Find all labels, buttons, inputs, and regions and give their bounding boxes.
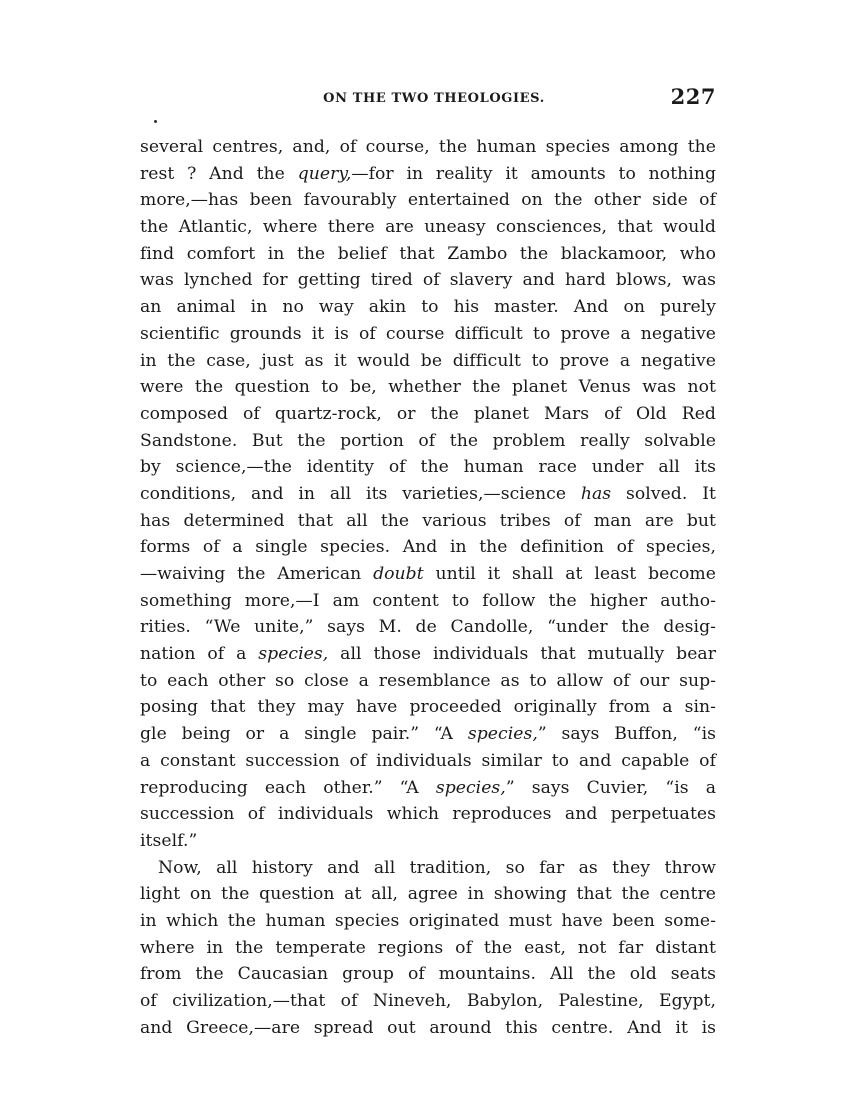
text-line: the Atlantic, where there are uneasy consciences, that would	[140, 217, 716, 238]
paragraph	[140, 855, 716, 1042]
text-line: —waiving the American doubt until it shall at least become	[140, 564, 716, 584]
italic-text: species,	[467, 724, 538, 745]
text-line: in the case, just as it would be difficult to prove a negative	[140, 350, 716, 371]
text-line: to each other so close a resemblance as to allow of our sup-	[140, 670, 716, 691]
text-line: an animal in no way akin to his master. And on purely	[140, 297, 716, 318]
text-line: of civilization,—that of Nineveh, Babylon, Palestine, Egypt,	[140, 991, 716, 1011]
italic-text: has	[580, 483, 612, 504]
text-line: posing that they may have proceeded originally from a sin-	[140, 697, 716, 718]
text-line: has determined that all the various tribes of man are but	[140, 510, 716, 531]
page-number: 227	[670, 84, 716, 109]
text-line: gle being or a single pair.” “A species,” says Buffon, “is	[140, 724, 716, 745]
italic-text: query,	[297, 163, 352, 184]
text-line: more,—has been favourably entertained on the other side of	[140, 190, 716, 211]
text-line: by science,—the identity of the human race under all its	[140, 457, 716, 478]
italic-text: species,	[435, 777, 506, 798]
text-line: Sandstone. But the portion of the problem really solvable	[140, 430, 716, 451]
text-line: light on the question at all, agree in showing that the centre	[140, 884, 716, 905]
italic-text: species,	[258, 644, 329, 665]
text-line: succession of individuals which reproduces and perpetuates	[140, 804, 716, 825]
text-line: from the Caucasian group of mountains. All the old seats	[140, 964, 716, 985]
italic-text: doubt	[373, 564, 424, 584]
text-line: nation of a species, all those individuals that mutually bear	[140, 644, 716, 665]
text-line: forms of a single species. And in the definition of species,	[140, 537, 716, 558]
text-line: where in the temperate regions of the east, not far distant	[140, 937, 716, 958]
text-line: something more,—I am content to follow the higher autho-	[140, 590, 716, 611]
paragraph	[140, 134, 716, 855]
text-line: and Greece,—are spread out around this centre. And it is	[140, 1017, 716, 1038]
print-speck	[154, 120, 157, 123]
text-line: composed of quartz-rock, or the planet Mars of Old Red	[140, 403, 716, 424]
text-line: rities. “We unite,” says M. de Candolle, “under the desig-	[140, 617, 716, 638]
text-line: conditions, and in all its varieties,—science has solved. It	[140, 483, 716, 504]
text-line: rest ? And the query,—for in reality it amounts to nothing	[140, 163, 716, 184]
body-text	[140, 134, 716, 1041]
text-line: several centres, and, of course, the human species among the	[140, 137, 716, 157]
running-title: ON THE TWO THEOLOGIES.	[323, 91, 545, 106]
text-line: were the question to be, whether the planet Venus was not	[140, 377, 716, 398]
text-line: find comfort in the belief that Zambo the blackamoor, who	[140, 243, 716, 264]
text-line: reproducing each other.” “A species,” says Cuvier, “is a	[140, 777, 716, 798]
text-line: itself.”	[140, 830, 198, 851]
text-line: in which the human species originated must have been some-	[140, 910, 716, 931]
text-line: scientific grounds it is of course difficult to prove a negative	[140, 323, 716, 344]
text-line: was lynched for getting tired of slavery and hard blows, was	[140, 270, 716, 291]
running-head	[140, 84, 716, 112]
text-line: a constant succession of individuals similar to and capable of	[140, 750, 716, 771]
text-line: Now, all history and all tradition, so far as they throw	[158, 857, 716, 878]
